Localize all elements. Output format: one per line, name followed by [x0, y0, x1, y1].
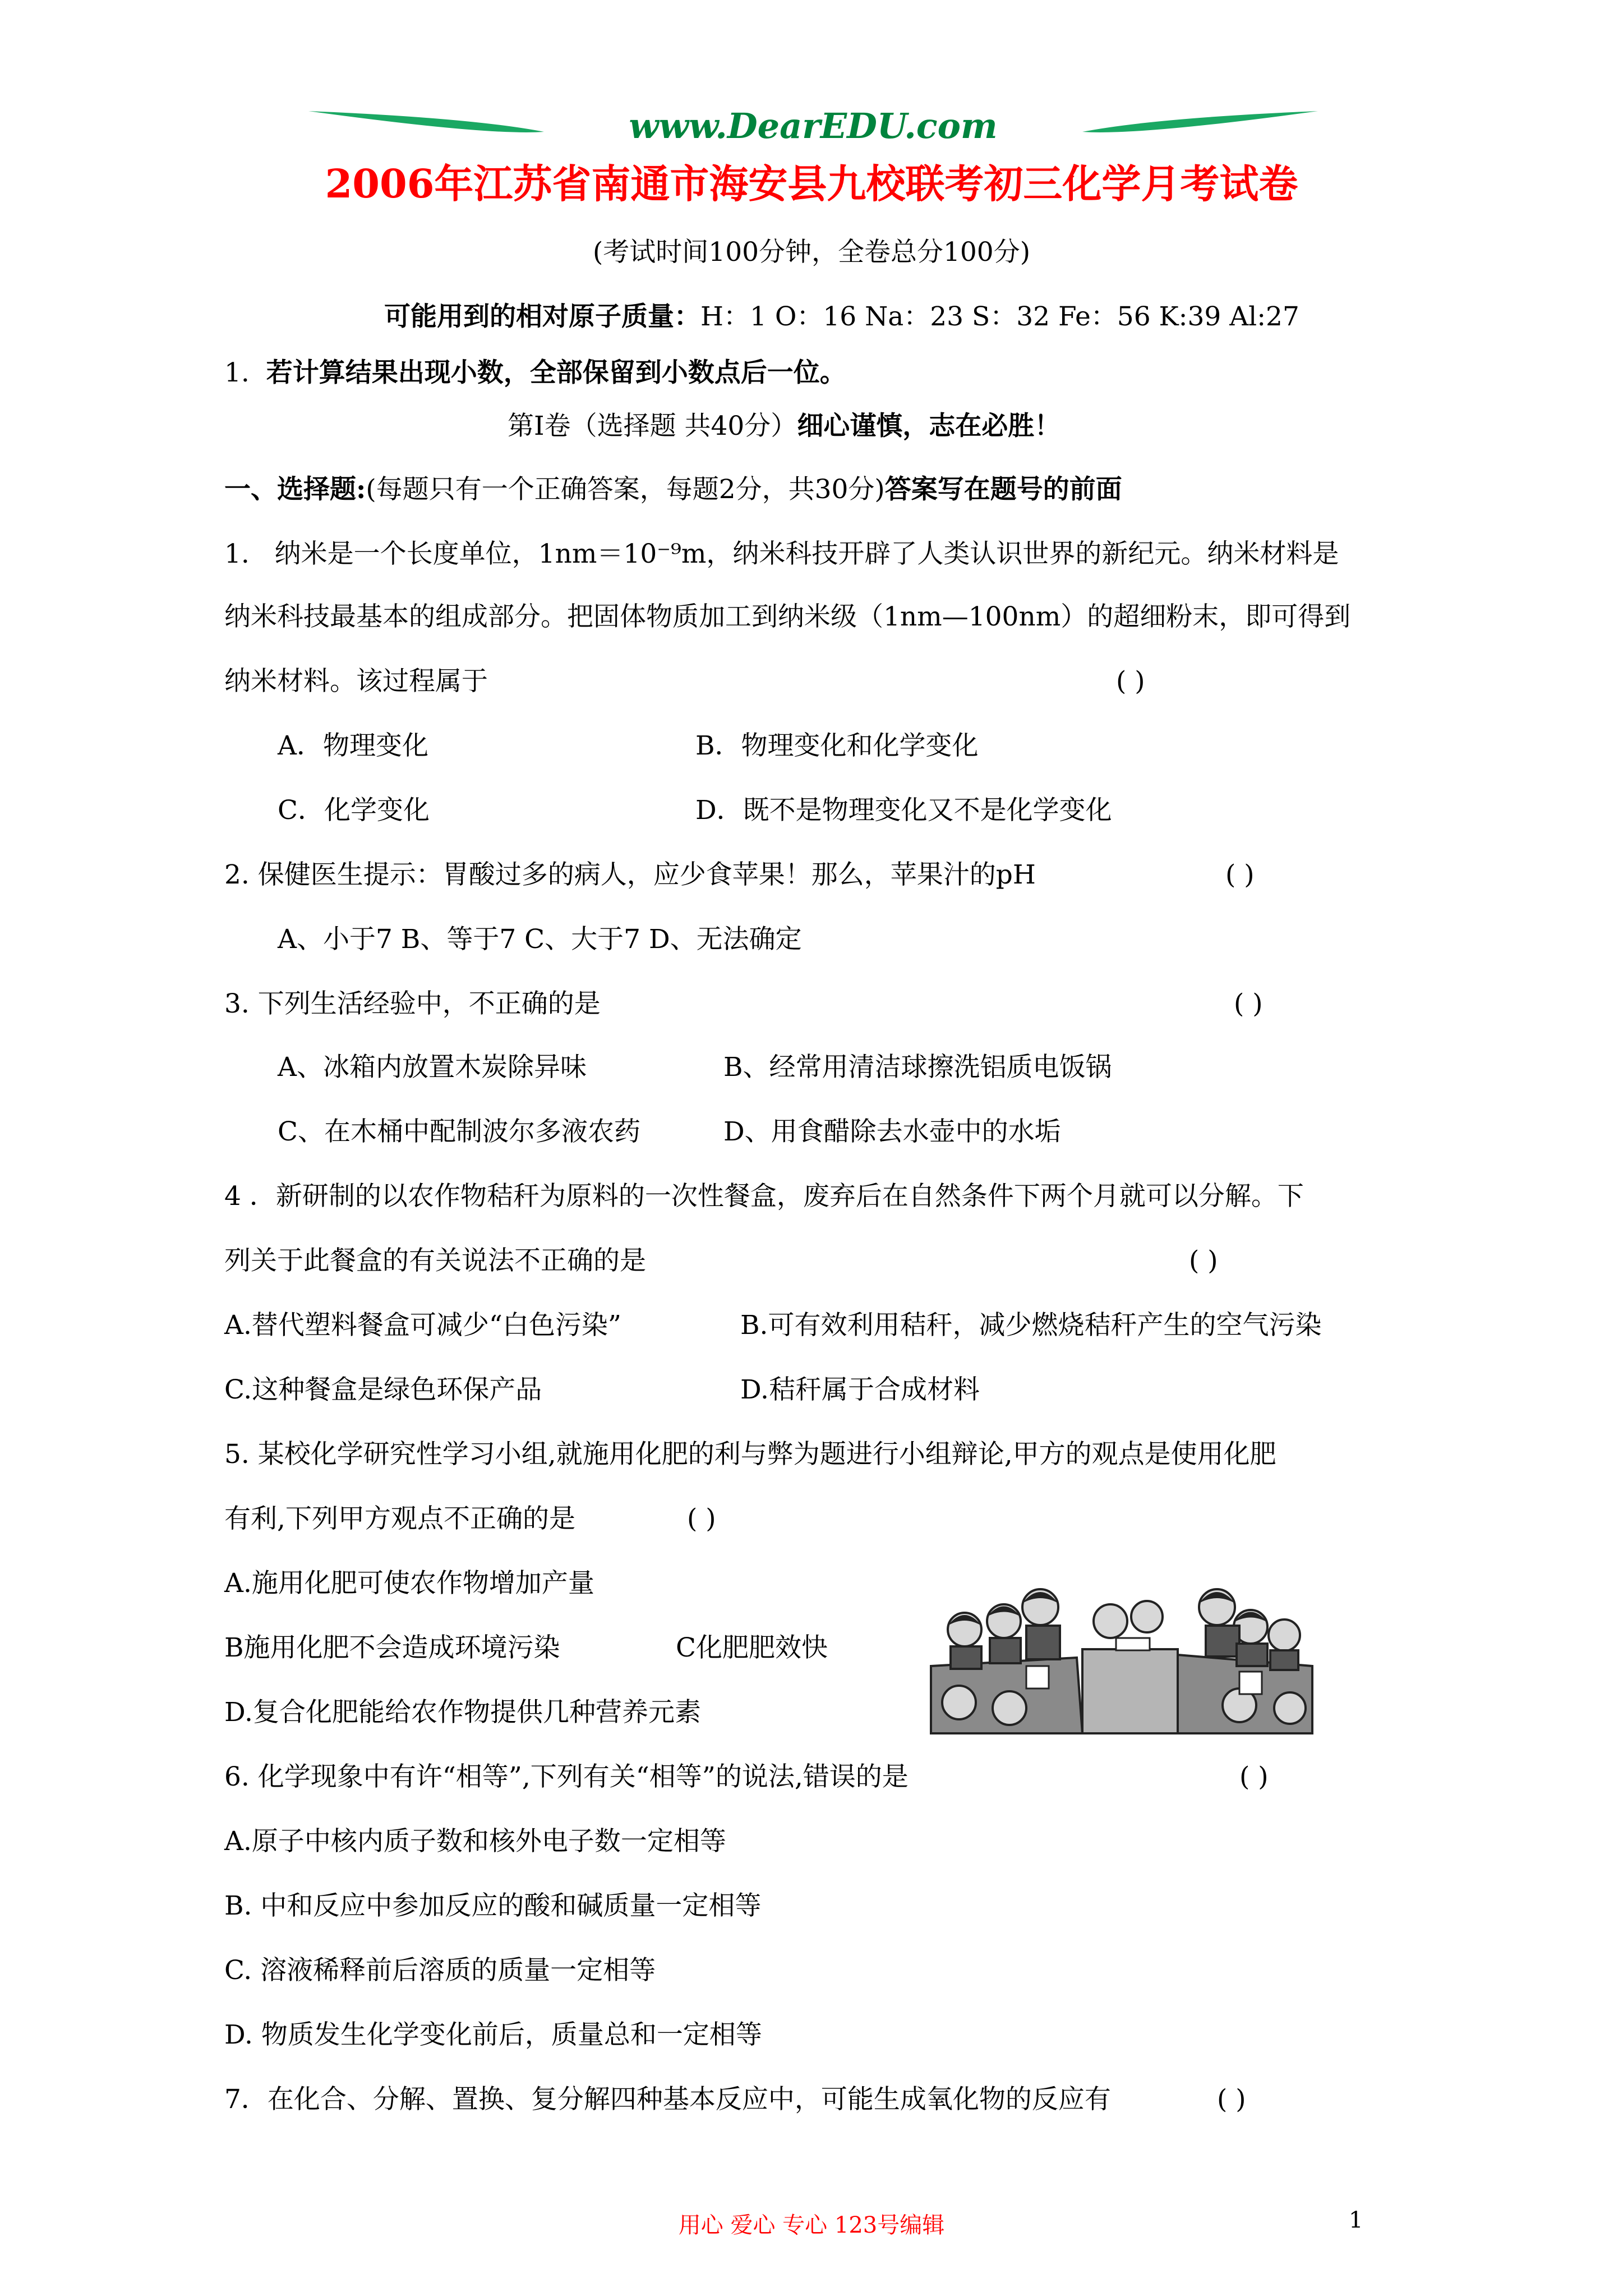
q7-answer-bracket[interactable]: ( ): [1217, 2084, 1246, 2115]
atomic-mass-label: 可能用到的相对原子质量：: [384, 301, 700, 332]
q7-text: 7．在化合、分解、置换、复分解四种基本反应中，可能生成氧化物的反应有: [224, 2084, 1111, 2115]
q6-answer-bracket[interactable]: ( ): [1239, 1761, 1269, 1792]
atomic-mass-values: H：1 O：16 Na：23 S：32 Fe：56 K:39 Al:27: [700, 301, 1299, 332]
note-text: 若计算结果出现小数，全部保留到小数点后一位。: [266, 357, 846, 388]
q5-line1: 5. 某校化学研究性学习小组,就施用化肥的利与弊为题进行小组辩论,甲方的观点是使用化肥: [224, 1439, 1276, 1470]
q1-option-b: B．物理变化和化学变化: [695, 730, 979, 761]
q6-option-a: A.原子中核内质子数和核外电子数一定相等: [224, 1826, 726, 1857]
q5-option-d: D.复合化肥能给农作物提供几种营养元素: [224, 1697, 701, 1728]
q6-option-d: D. 物质发生化学变化前后，质量总和一定相等: [224, 2019, 762, 2050]
q4-line2: 列关于此餐盒的有关说法不正确的是: [224, 1245, 646, 1276]
section1-instruction: 答案写在题号的前面: [884, 474, 1122, 505]
q4-line1: 4 ．新研制的以农作物秸秆为原料的一次性餐盒，废弃后在自然条件下两个月就可以分解。下: [224, 1181, 1304, 1212]
q3-option-c: C、在木桶中配制波尔多液农药: [278, 1116, 640, 1147]
exam-info: (考试时间100分钟，全卷总分100分): [592, 237, 1031, 268]
page-number: 1: [1349, 2207, 1363, 2233]
q1-text-1: 纳米是一个长度单位，1nm＝10⁻⁹m，纳米科技开辟了人类认识世界的新纪元。纳米材料是: [274, 539, 1339, 569]
footer-credit: 用心 爱心 专心 123号编辑: [678, 2212, 945, 2238]
part1-heading: [508, 409, 1061, 443]
q3-answer-bracket[interactable]: ( ): [1234, 988, 1263, 1019]
q1-option-c: C．化学变化: [278, 795, 430, 826]
q1-option-a: A．物理变化: [278, 730, 428, 761]
q4-option-d: D.秸秆属于合成材料: [740, 1374, 980, 1405]
calc-note: [224, 356, 846, 390]
q5-option-a: A.施用化肥可使农作物增加产量: [224, 1568, 594, 1599]
page-title: 2006年江苏省南通市海安县九校联考初三化学月考试卷: [325, 160, 1298, 207]
q3-text: 3. 下列生活经验中，不正确的是: [224, 988, 601, 1019]
q1-answer-bracket[interactable]: ( ): [1116, 666, 1145, 697]
q2-text: 2. 保健医生提示：胃酸过多的病人，应少食苹果！那么，苹果汁的pH: [224, 859, 1036, 890]
section1-label: 一、选择题:: [224, 474, 366, 505]
q1-line1: [224, 537, 1339, 571]
site-url: www.DearEDU.com: [629, 105, 998, 146]
q2-options: A、小于7 B、等于7 C、大于7 D、无法确定: [278, 924, 802, 955]
q3-option-a: A、冰箱内放置木炭除异味: [278, 1052, 587, 1083]
q3-option-d: D、用食醋除去水壶中的水垢: [723, 1116, 1061, 1147]
q5-answer-bracket[interactable]: ( ): [687, 1503, 716, 1534]
q4-option-a: A.替代塑料餐盒可减少“白色污染”: [224, 1310, 621, 1341]
section1-heading: [224, 473, 1122, 507]
q5-option-b: B施用化肥不会造成环境污染: [224, 1632, 560, 1663]
q2-answer-bracket[interactable]: ( ): [1225, 859, 1255, 890]
part1-motto: 细心谨慎，志在必胜！: [797, 411, 1061, 441]
q1-line2: 纳米科技最基本的组成部分。把固体物质加工到纳米级（1nm—100nm）的超细粉末，即可得到: [224, 601, 1351, 632]
part1-label: 第Ⅰ卷（选择题 共40分）: [508, 411, 797, 441]
q1-number: 1.: [224, 539, 250, 569]
q5-option-c: C化肥肥效快: [676, 1632, 828, 1663]
q3-option-b: B、经常用清洁球擦洗铝质电饭锅: [723, 1052, 1112, 1083]
q4-option-c: C.这种餐盒是绿色环保产品: [224, 1374, 542, 1405]
q6-text: 6. 化学现象中有许“相等”,下列有关“相等”的说法,错误的是: [224, 1761, 909, 1792]
section1-desc: (每题只有一个正确答案，每题2分，共30分): [366, 474, 885, 505]
q4-answer-bracket[interactable]: ( ): [1189, 1245, 1218, 1276]
q1-option-d: D．既不是物理变化又不是化学变化: [695, 795, 1112, 826]
q1-line3: 纳米材料。该过程属于: [224, 666, 488, 697]
debate-illustration: [925, 1582, 1318, 1739]
q4-option-b: B.可有效利用秸秆，减少燃烧秸秆产生的空气污染: [740, 1310, 1322, 1341]
q6-option-c: C. 溶液稀释前后溶质的质量一定相等: [224, 1955, 656, 1986]
site-banner: [303, 101, 1324, 151]
q5-line2: 有利,下列甲方观点不正确的是: [224, 1503, 575, 1534]
q6-option-b: B. 中和反应中参加反应的酸和碱质量一定相等: [224, 1890, 762, 1921]
atomic-mass-line: [384, 300, 1299, 334]
note-number: 1.: [224, 357, 250, 388]
debate-scene-icon: [925, 1582, 1318, 1739]
